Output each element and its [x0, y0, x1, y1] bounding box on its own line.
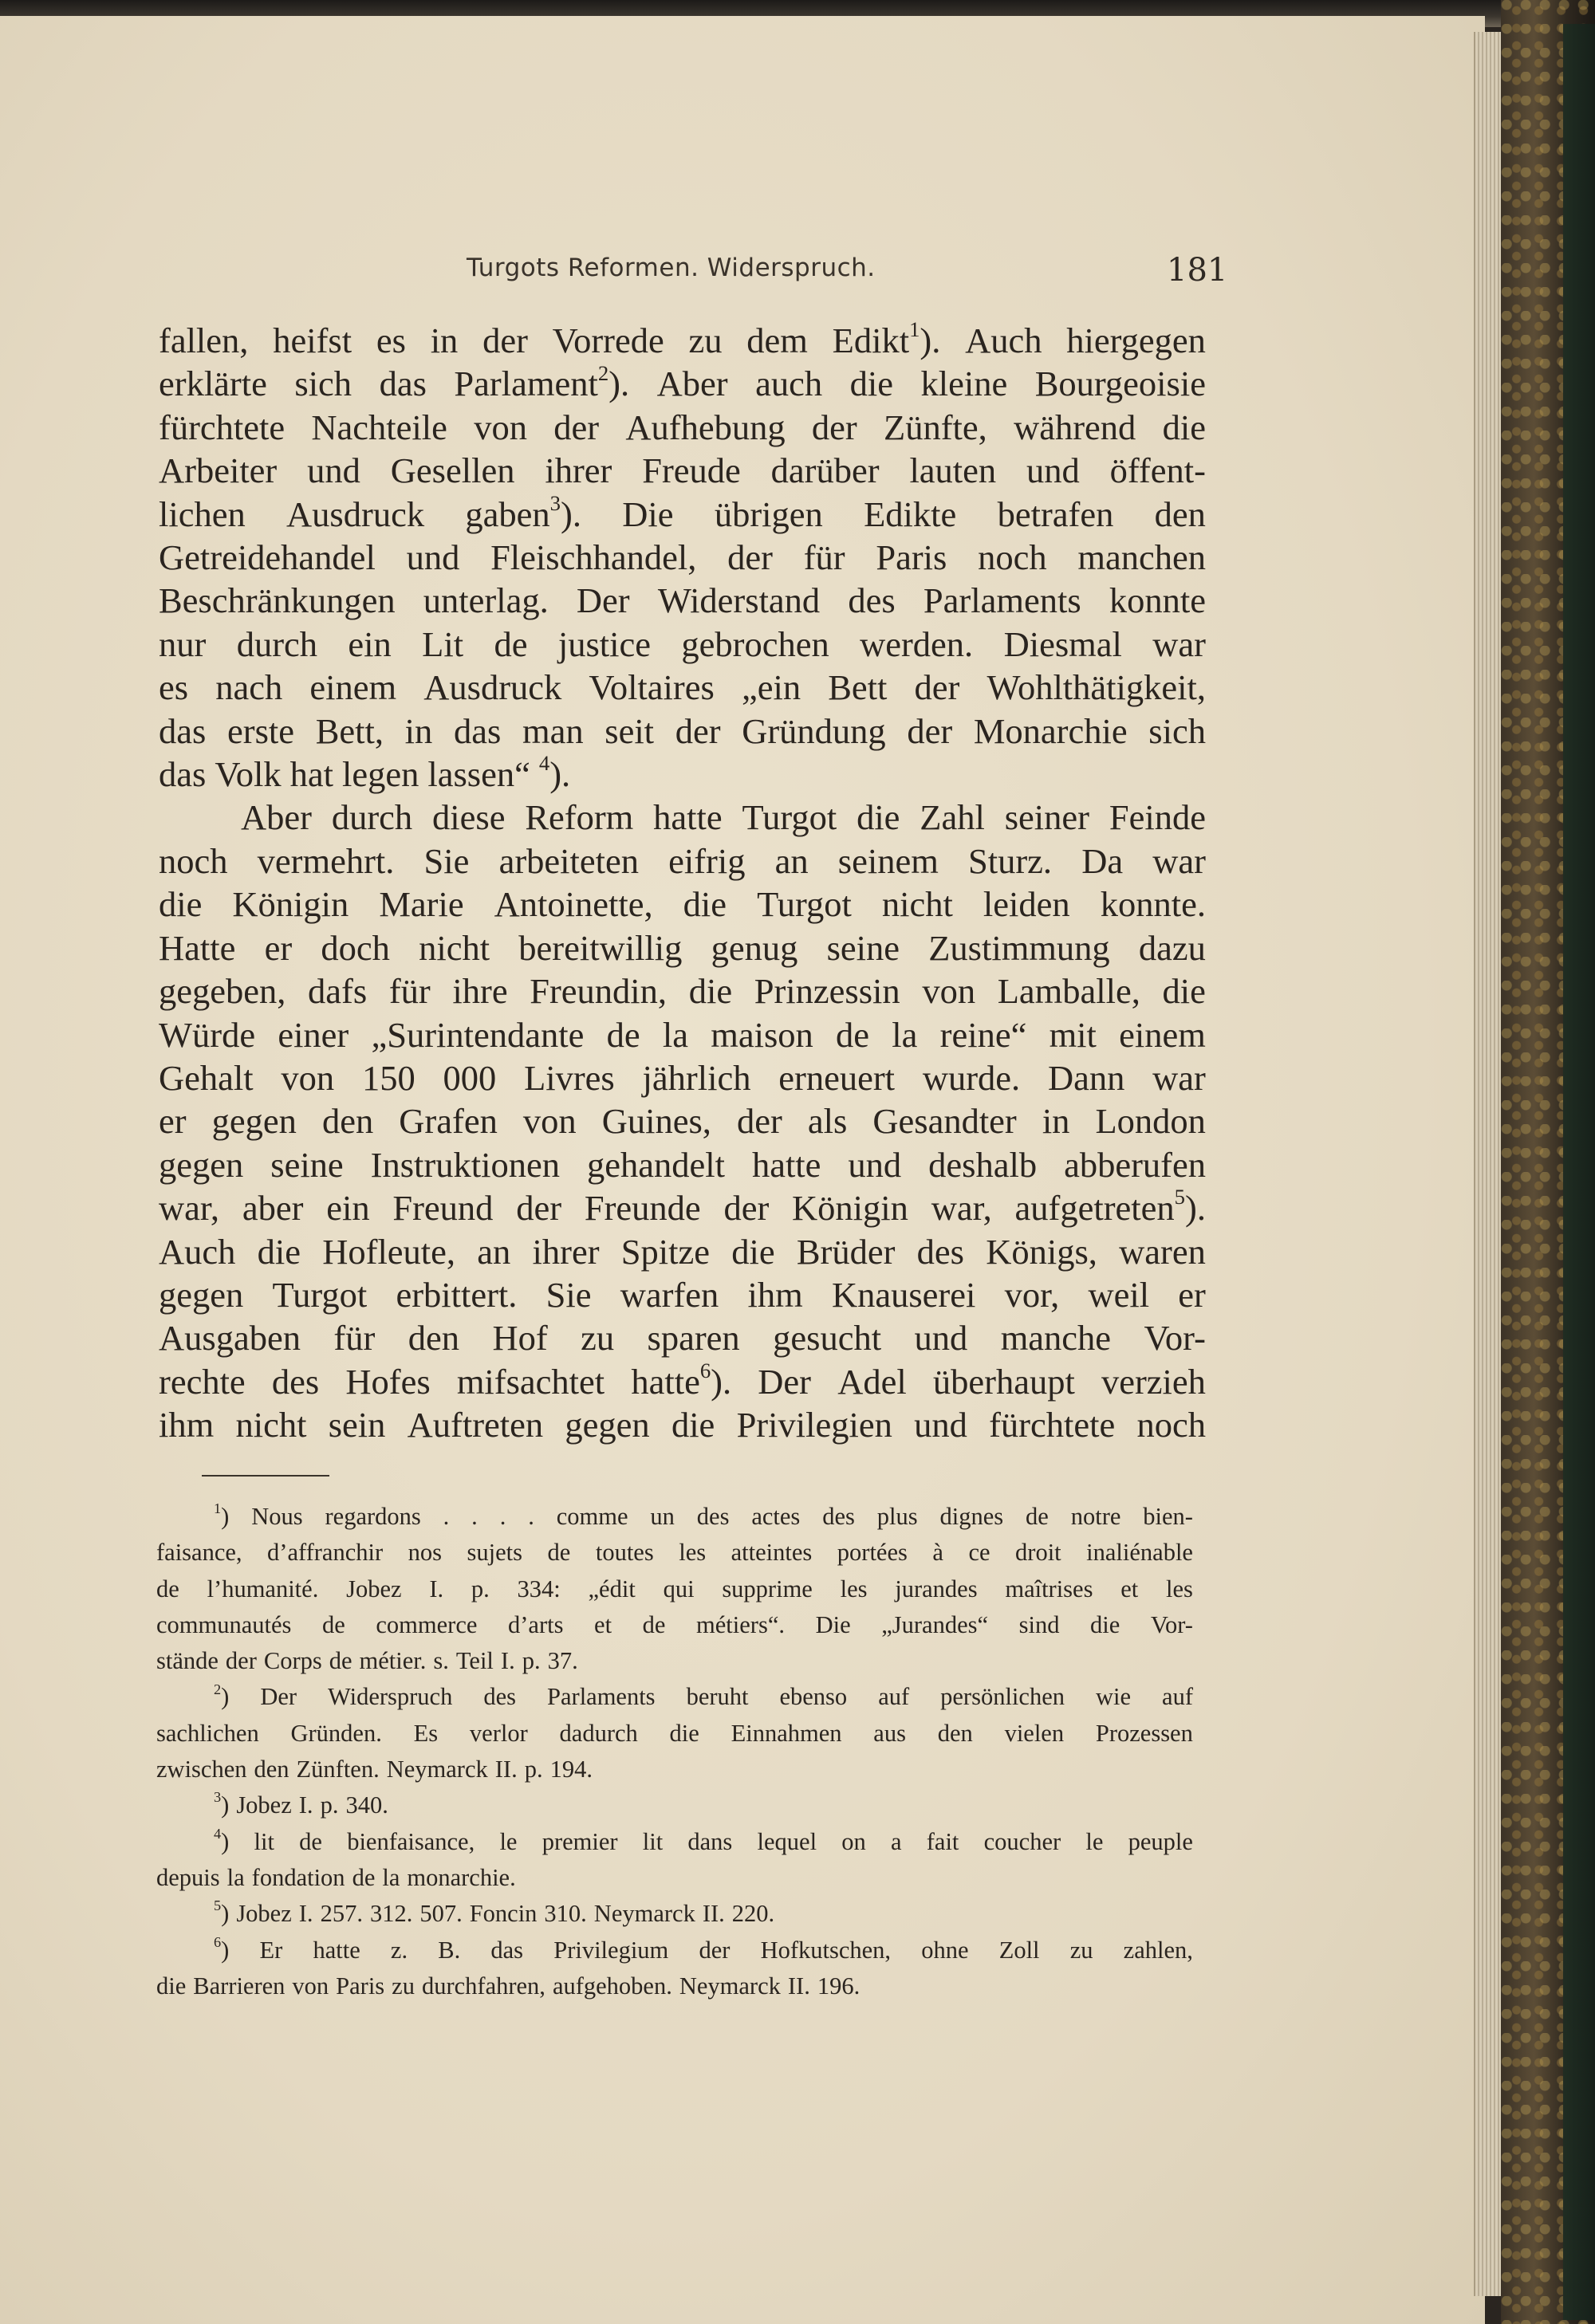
footnote-line: zwischen den Zünften. Neymarck II. p. 194.	[156, 1756, 593, 1783]
footnote-line: sachlichen Gründen. Es verlor dadurch die Einnahmen aus den vielen Prozessen	[156, 1719, 1193, 1747]
body-line: Auch die Hofleute, an ihrer Spitze die Brüder des Königs, waren	[159, 1231, 1206, 1272]
footnote-line: $^1$) Nous regardons . . . . comme un des actes des plus dignes de notre bien-	[214, 1500, 1193, 1530]
footnote-line: $^5$) Jobez I. 257. 312. 507. Foncin 310. Neymarck II. 220.	[214, 1897, 775, 1928]
cover-spine-edge	[1563, 24, 1595, 2320]
body-line: das Volk hat legen lassen“ $^4$).	[159, 751, 571, 795]
body-line: Hatte er doch nicht bereitwillig genug seine Zustimmung dazu	[159, 927, 1206, 968]
footnote-line: die Barrieren von Paris zu durchfahren, aufgehoben. Neymarck II. 196.	[156, 1972, 861, 2000]
body-line: lichen Ausdruck gaben$^3$). Die übrigen Edikte betrafen den	[159, 490, 1206, 534]
body-line: erklärte sich das Parlament$^2$). Aber auch die kleine Bourgeoisie	[159, 360, 1206, 404]
body-line: gegen seine Instruktionen gehandelt hatte und deshalb abberufen	[159, 1144, 1206, 1185]
footnote-separator	[202, 1475, 329, 1477]
body-line: Arbeiter und Gesellen ihrer Freude darüber lauten und öffent-	[159, 450, 1206, 491]
body-text	[159, 319, 1206, 1447]
footnote-line: stände der Corps de métier. s. Teil I. p. 37.	[156, 1647, 578, 1675]
body-line: fallen, heifst es in der Vorrede zu dem Edikt$^1$). Auch hiergegen	[159, 317, 1206, 360]
body-line: gegen Turgot erbittert. Sie warfen ihm Knauserei vor, weil er	[159, 1274, 1206, 1315]
body-line: ihm nicht sein Auftreten gegen die Privilegien und fürchtete noch	[159, 1405, 1206, 1445]
body-line: die Königin Marie Antoinette, die Turgot nicht leiden konnte.	[159, 884, 1206, 925]
running-header: Turgots Reformen. Widerspruch.	[467, 254, 876, 282]
body-line: es nach einem Ausdruck Voltaires „ein Bett der Wohlthätigkeit,	[159, 667, 1206, 708]
page-number: 181	[1167, 252, 1228, 289]
body-line: noch vermehrt. Sie arbeiteten eifrig an seinem Sturz. Da war	[159, 840, 1206, 881]
footnotes	[156, 1499, 1193, 2004]
footnote-line: de l’humanité. Jobez I. p. 334: „édit qui supprime les jurandes maîtrises et les	[156, 1575, 1193, 1602]
footnote-line: communautés de commerce d’arts et de métiers“. Die „Jurandes“ sind die Vor-	[156, 1610, 1193, 1638]
body-line: Aber durch diese Reform hatte Turgot die Zahl seiner Feinde	[241, 797, 1206, 838]
body-line: er gegen den Grafen von Guines, der als Gesandter in London	[159, 1101, 1206, 1142]
body-line: Beschränkungen unterlag. Der Widerstand des Parlaments konnte	[159, 580, 1206, 621]
body-line: fürchtete Nachteile von der Aufhebung der Zünfte, während die	[159, 407, 1206, 447]
body-line: Würde einer „Surintendante de la maison de la reine“ mit einem	[159, 1014, 1206, 1055]
body-line: rechte des Hofes mifsachtet hatte$^6$). Der Adel überhaupt verzieh	[159, 1358, 1206, 1402]
footnote-line: faisance, d’affranchir nos sujets de toutes les atteintes portées à ce droit inaliénable	[156, 1539, 1193, 1567]
body-line: das erste Bett, in das man seit der Gründung der Monarchie sich	[159, 710, 1206, 751]
body-line: Ausgaben für den Hof zu sparen gesucht und manche Vor-	[159, 1318, 1206, 1359]
page-edge-stack	[1474, 32, 1502, 2296]
body-line: gegeben, dafs für ihre Freundin, die Prinzessin von Lamballe, die	[159, 971, 1206, 1012]
footnote-line: depuis la fondation de la monarchie.	[156, 1863, 516, 1891]
footnote-line: $^6$) Er hatte z. B. das Privilegium der Hofkutschen, ohne Zoll zu zahlen,	[214, 1933, 1193, 1964]
footnote-line: $^3$) Jobez I. p. 340.	[214, 1789, 388, 1819]
footnote-line: $^4$) lit de bienfaisance, le premier lit dans lequel on a fait coucher le peuple	[214, 1825, 1193, 1855]
footnote-line: $^2$) Der Widerspruch des Parlaments beruht ebenso auf persönlichen wie auf	[214, 1681, 1193, 1711]
body-line: war, aber ein Freund der Freunde der Königin war, aufgetreten$^5$).	[159, 1185, 1206, 1229]
body-line: Gehalt von 150 000 Livres jährlich erneuert wurde. Dann war	[159, 1057, 1206, 1098]
body-line: nur durch ein Lit de justice gebrochen werden. Diesmal war	[159, 623, 1206, 664]
body-line: Getreidehandel und Fleischhandel, der für Paris noch manchen	[159, 537, 1206, 578]
